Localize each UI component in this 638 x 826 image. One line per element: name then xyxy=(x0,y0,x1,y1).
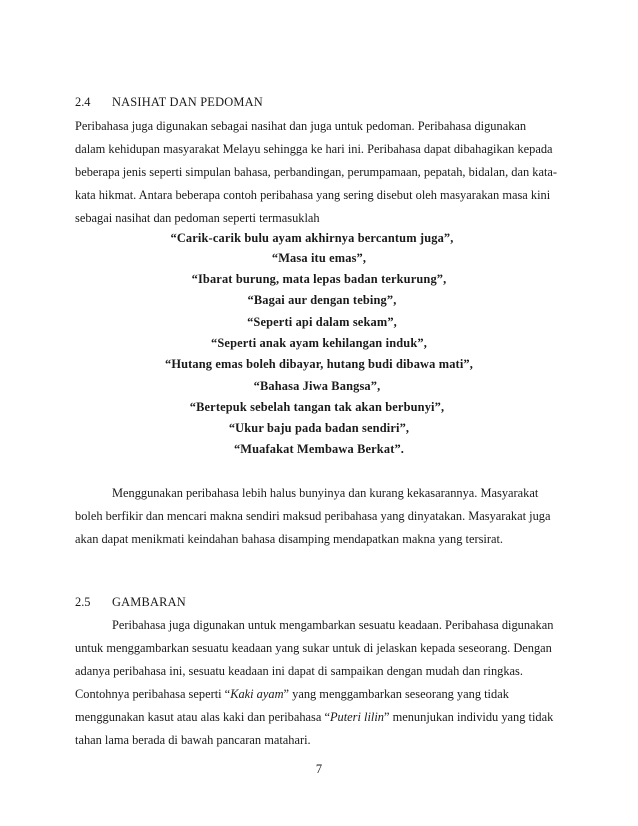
section-2-5-number: 2.5 xyxy=(75,595,91,609)
paragraph-line: Peribahasa juga digunakan sebagai nasihat dan juga untuk pedoman. Peribahasa digunakan xyxy=(75,119,527,133)
paragraph-line: dalam kehidupan masyarakat Melayu sehingga ke hari ini. Peribahasa dapat dibahagikan kepada xyxy=(75,142,553,156)
proverb-quote: “Bagai aur dengan tebing”, xyxy=(247,293,397,307)
paragraph-line xyxy=(75,709,553,725)
proverb-quote: “Ukur baju pada badan sendiri”, xyxy=(228,421,410,435)
line-text: Contohnya peribahasa seperti “ xyxy=(75,687,231,701)
paragraph-line: adanya peribahasa ini, sesuatu keadaan ini dapat di sampaikan dengan mudah dan ringkas. xyxy=(75,664,523,678)
section-2-5-title: GAMBARAN xyxy=(112,595,186,609)
line-text: menggunakan kasut atau alas kaki dan peribahasa “ xyxy=(75,710,330,724)
italic-proverb: Kaki ayam xyxy=(230,687,284,701)
section-2-4-number: 2.4 xyxy=(75,95,91,109)
italic-proverb: Puteri lilin xyxy=(329,710,384,724)
proverb-quote: “Hutang emas boleh dibayar, hutang budi dibawa mati”, xyxy=(164,357,474,371)
proverb-quote: “Seperti api dalam sekam”, xyxy=(247,315,397,329)
paragraph-line: kata hikmat. Antara beberapa contoh peribahasa yang sering disebut oleh masyarakan masa kini xyxy=(75,188,551,202)
proverb-quote: “Muafakat Membawa Berkat”. xyxy=(233,442,405,456)
paragraph-line: tahan lama berada di bawah pancaran matahari. xyxy=(75,733,311,747)
proverb-quote: “Masa itu emas”, xyxy=(271,251,367,265)
line-text: ” yang menggambarkan seseorang yang tidak xyxy=(283,687,509,701)
proverb-quote: “Carik-carik bulu ayam akhirnya bercantum juga”, xyxy=(170,231,454,245)
proverb-quote: “Ibarat burung, mata lepas badan terkurung”, xyxy=(191,272,447,286)
page-number: 7 xyxy=(315,762,323,776)
proverb-quote: “Seperti anak ayam kehilangan induk”, xyxy=(211,336,427,350)
paragraph-line xyxy=(75,686,509,702)
paragraph-line: beberapa jenis seperti simpulan bahasa, perbandingan, perumpamaan, pepatah, bidalan, dan kata- xyxy=(75,165,558,179)
section-2-4-title: NASIHAT DAN PEDOMAN xyxy=(112,95,263,109)
paragraph-line: Peribahasa juga digunakan untuk mengambarkan sesuatu keadaan. Peribahasa digunakan xyxy=(112,618,554,632)
paragraph-line: Menggunakan peribahasa lebih halus bunyinya dan kurang kekasarannya. Masyarakat xyxy=(112,486,539,500)
proverb-quote: “Bertepuk sebelah tangan tak akan berbunyi”, xyxy=(189,400,445,414)
paragraph-line: akan dapat menikmati keindahan bahasa disamping mendapatkan makna yang tersirat. xyxy=(75,532,504,546)
paragraph-line: boleh berfikir dan mencari makna sendiri maksud peribahasa yang dinyatakan. Masyarakat juga xyxy=(75,509,551,523)
proverb-quote: “Bahasa Jiwa Bangsa”, xyxy=(253,379,381,393)
line-text: ” menunjukan individu yang tidak xyxy=(384,710,554,724)
paragraph-line: sebagai nasihat dan pedoman seperti termasuklah xyxy=(75,211,320,225)
paragraph-line: untuk menggambarkan sesuatu keadaan yang sukar untuk di jelaskan kepada seseorang. Dengan xyxy=(75,641,552,655)
